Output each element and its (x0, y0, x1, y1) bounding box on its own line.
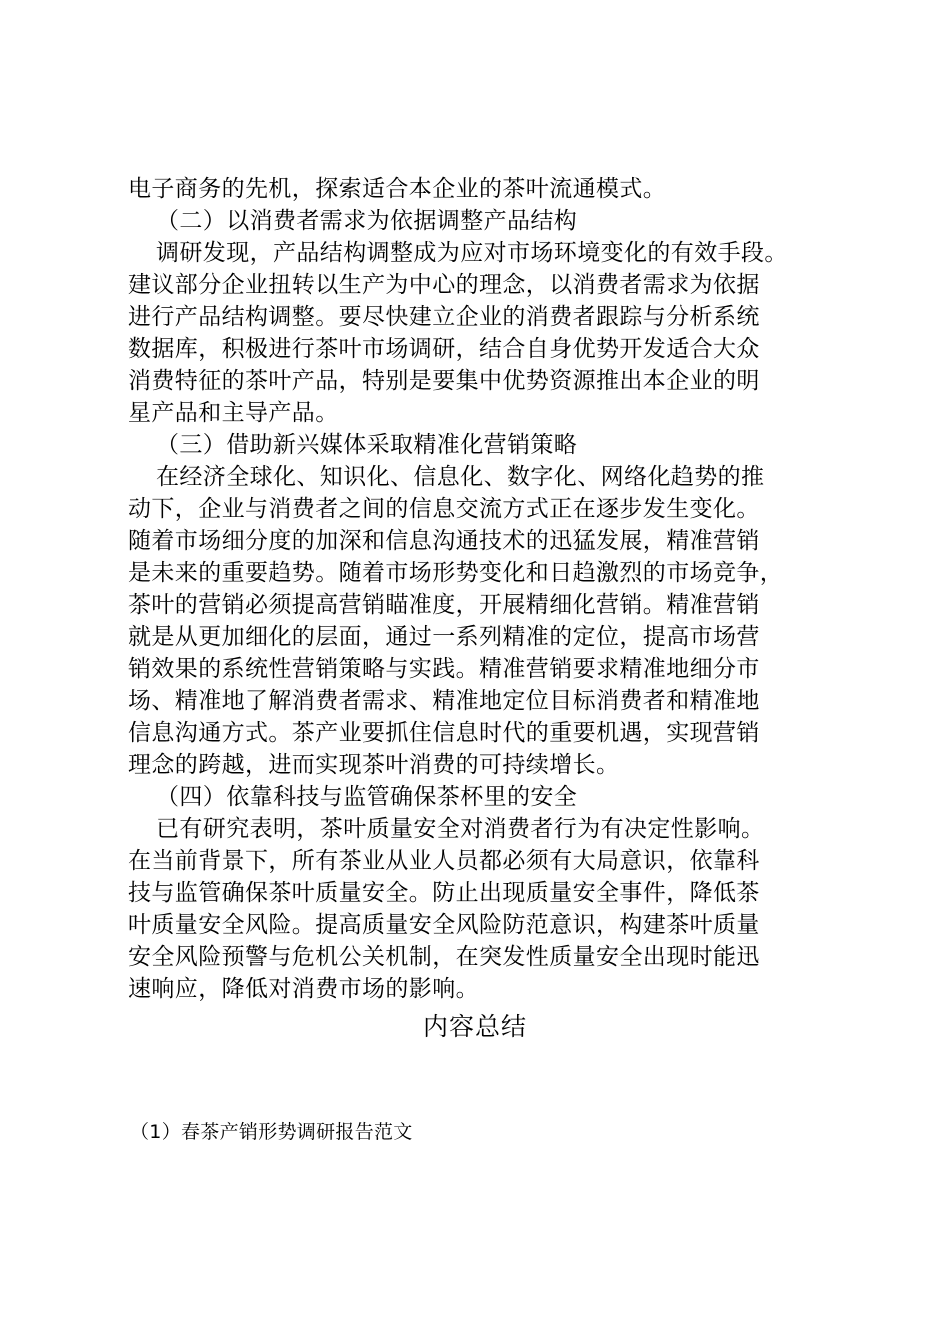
paragraph-line-18: 信息沟通方式。茶产业要抓住信息时代的重要机遇，实现营销 (128, 720, 760, 746)
paragraph-line-16: 销效果的系统性营销策略与实践。精准营销要求精准地细分市 (128, 656, 760, 682)
paragraph-line-5: 进行产品结构调整。要尽快建立企业的消费者跟踪与分析系统 (128, 304, 760, 330)
heading-section-4: （四）依靠科技与监管确保茶杯里的安全 (156, 784, 578, 810)
paragraph-line-13: 是未来的重要趋势。随着市场形势变化和日趋激烈的市场竞争， (128, 560, 784, 586)
paragraph-line-3: 调研发现，产品结构调整成为应对市场环境变化的有效手段。 (156, 240, 788, 266)
paragraph-line-24: 叶质量安全风险。提高质量安全风险防范意识，构建茶叶质量 (128, 912, 760, 938)
paragraph-line-22: 在当前背景下，所有茶业从业人员都必须有大局意识，依靠科 (128, 848, 760, 874)
paragraph-line-6: 数据库，积极进行茶叶市场调研，结合自身优势开发适合大众 (128, 336, 760, 362)
paragraph-line-23: 技与监管确保茶叶质量安全。防止出现质量安全事件，降低茶 (128, 880, 760, 906)
paragraph-line-17: 场、精准地了解消费者需求、精准地定位目标消费者和精准地 (128, 688, 760, 714)
paragraph-line-14: 茶叶的营销必须提高营销瞄准度，开展精细化营销。精准营销 (128, 592, 760, 618)
paragraph-line-19: 理念的跨越，进而实现茶叶消费的可持续增长。 (128, 752, 620, 778)
paragraph-line-21: 已有研究表明，茶叶质量安全对消费者行为有决定性影响。 (156, 816, 765, 842)
paragraph-line-10: 在经济全球化、知识化、信息化、数字化、网络化趋势的推 (156, 464, 765, 490)
paragraph-line-7: 消费特征的茶叶产品，特别是要集中优势资源推出本企业的明 (128, 368, 760, 394)
paragraph-line-1: 电子商务的先机，探索适合本企业的茶叶流通模式。 (128, 176, 667, 202)
paragraph-line-11: 动下，企业与消费者之间的信息交流方式正在逐步发生变化。 (128, 496, 760, 522)
summary-title: 内容总结 (422, 1012, 527, 1041)
paragraph-line-12: 随着市场细分度的加深和信息沟通技术的迅猛发展，精准营销 (128, 528, 760, 554)
heading-section-2: （二）以消费者需求为依据调整产品结构 (156, 208, 578, 234)
heading-section-3: （三）借助新兴媒体采取精准化营销策略 (156, 432, 578, 458)
paragraph-line-25: 安全风险预警与危机公关机制，在突发性质量安全出现时能迅 (128, 944, 760, 970)
paragraph-line-8: 星产品和主导产品。 (128, 400, 339, 426)
paragraph-line-4: 建议部分企业扭转以生产为中心的理念，以消费者需求为依据 (128, 272, 760, 298)
footnote-reference: （1）春茶产销形势调研报告范文 (130, 1121, 413, 1143)
paragraph-line-15: 就是从更加细化的层面，通过一系列精准的定位，提高市场营 (128, 624, 760, 650)
paragraph-line-26: 速响应，降低对消费市场的影响。 (128, 976, 479, 1002)
